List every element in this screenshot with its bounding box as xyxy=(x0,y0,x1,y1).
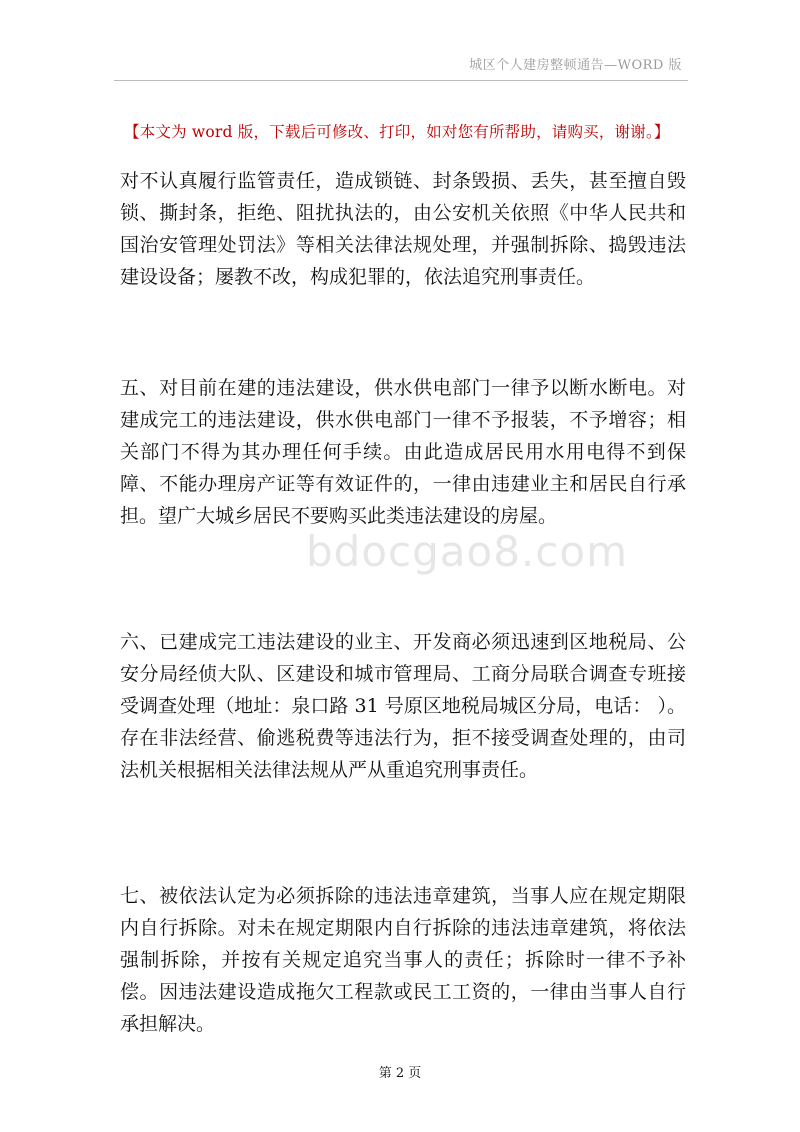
header-divider xyxy=(114,80,688,81)
running-header: 城区个人建房整顿通告—WORD 版 xyxy=(469,58,682,73)
paragraph-continuation xyxy=(120,166,686,294)
paragraph-item-five xyxy=(120,373,686,533)
paragraph-text: 六、已建成完工违法建设的业主、开发商必须迅速到区地税局、公安分局经侦大队、区建设和城市管理局、工商分局联合调查专班接受调查处理（地址：泉口路 31 号原区地税局城区分局，电话： ）。存在非法经营、偷逃税费等违法行为，拒不接受调查处理的，由司法机关根据相关法律法规从严从重追究刑事责任。 xyxy=(120,631,686,781)
paragraph-item-seven xyxy=(120,881,686,1041)
watermark: bdocgao8.com xyxy=(306,527,628,576)
download-notice: 【本文为 word 版，下载后可修改、打印，如对您有所帮助，请购买，谢谢。】 xyxy=(124,123,670,141)
page-number: 第 2 页 xyxy=(378,1066,422,1081)
paragraph-text: 对不认真履行监管责任，造成锁链、封条毁损、丢失，甚至擅自毁锁、撕封条，拒绝、阻扰执法的，由公安机关依照《中华人民共和国治安管理处罚法》等相关法律法规处理，并强制拆除、捣毁违法建设设备；屡教不改，构成犯罪的，依法追究刑事责任。 xyxy=(120,170,686,288)
paragraph-item-six xyxy=(120,627,686,787)
paragraph-text: 五、对目前在建的违法建设，供水供电部门一律予以断水断电。对建成完工的违法建设，供水供电部门一律不予报装，不予增容；相关部门不得为其办理任何手续。由此造成居民用水用电得不到保障、不能办理房产证等有效证件的，一律由违建业主和居民自行承担。望广大城乡居民不要购买此类违法建设的房屋。 xyxy=(120,377,686,527)
paragraph-text: 七、被依法认定为必须拆除的违法违章建筑，当事人应在规定期限内自行拆除。对未在规定期限内自行拆除的违法违章建筑，将依法强制拆除，并按有关规定追究当事人的责任；拆除时一律不予补偿。因违法建设造成拖欠工程款或民工工资的，一律由当事人自行承担解决。 xyxy=(120,885,686,1035)
